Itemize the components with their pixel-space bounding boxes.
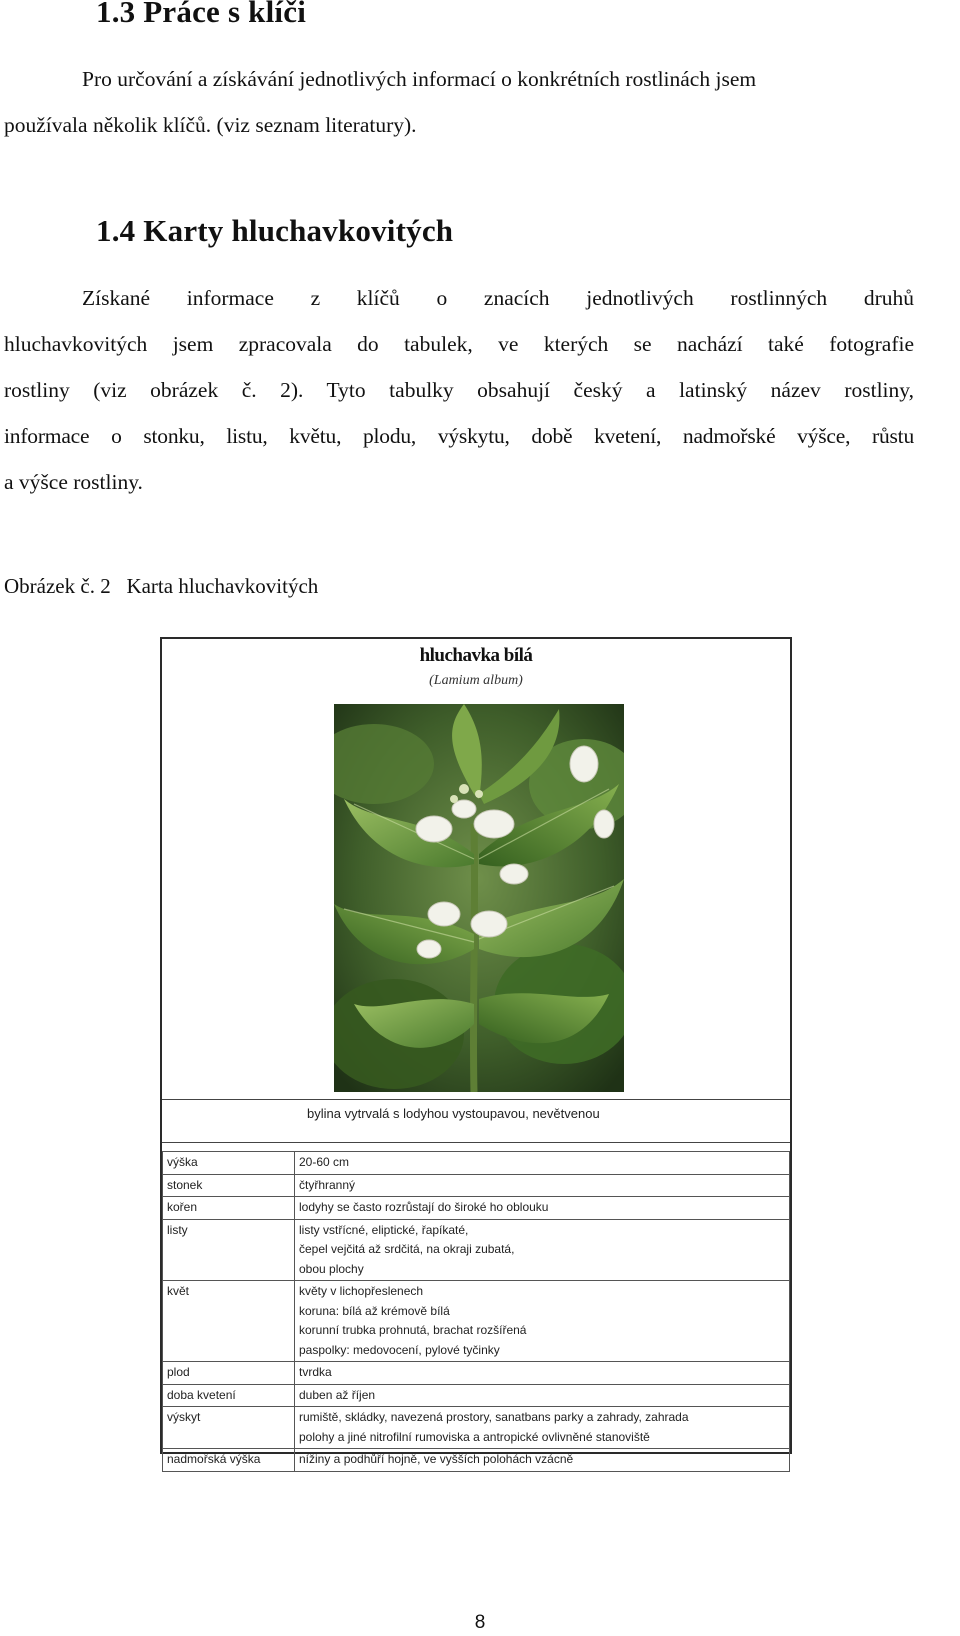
plant-card bbox=[160, 637, 792, 1466]
row-key: plod bbox=[163, 1362, 295, 1385]
figure-caption: Obrázek č. 2 Karta hluchavkovitých bbox=[4, 574, 319, 598]
row-key: doba kvetení bbox=[163, 1384, 295, 1407]
paragraph-line bbox=[4, 275, 914, 321]
paragraph-line-text: hluchavkovitých jsem zpracovala do tabulek, ve kterých se nachází také fotografie bbox=[4, 332, 914, 356]
section-heading-1-4: 1.4 Karty hluchavkovitých bbox=[96, 213, 454, 248]
row-key: květ bbox=[163, 1281, 295, 1362]
row-key: nadmořská výška bbox=[163, 1449, 295, 1472]
row-value: čtyřhranný bbox=[295, 1174, 790, 1197]
card-description-row bbox=[162, 1099, 790, 1143]
card-description: bylina vytrvalá s lodyhou vystoupavou, nevětvenou bbox=[307, 1106, 600, 1121]
row-key: kořen bbox=[163, 1197, 295, 1220]
row-value: 20-60 cm bbox=[295, 1152, 790, 1175]
section-heading-1-3: 1.3 Práce s klíči bbox=[96, 0, 307, 29]
row-value: duben až říjen bbox=[295, 1384, 790, 1407]
table-row bbox=[163, 1219, 790, 1281]
paragraph-1-3 bbox=[4, 56, 914, 148]
row-key: výška bbox=[163, 1152, 295, 1175]
table-row bbox=[163, 1281, 790, 1362]
row-value: lodyhy se často rozrůstají do široké ho oblouku bbox=[295, 1197, 790, 1220]
row-key: výskyt bbox=[163, 1407, 295, 1449]
table-row bbox=[163, 1362, 790, 1385]
paragraph-line: a výšce rostliny. bbox=[4, 470, 143, 494]
table-row bbox=[163, 1449, 790, 1472]
paragraph-line bbox=[4, 367, 914, 413]
card-latin-name: (Lamium album) bbox=[429, 673, 523, 688]
paragraph-line-text: Získané informace z klíčů o znacích jednotlivých rostlinných druhů bbox=[82, 286, 914, 310]
table-row bbox=[163, 1197, 790, 1220]
paragraph-line bbox=[4, 413, 914, 459]
row-value: tvrdka bbox=[295, 1362, 790, 1385]
row-value: listy vstřícné, eliptické, řapíkaté, čepel vejčitá až srdčitá, na okraji zubatá, obou plochy bbox=[295, 1219, 790, 1281]
page-number: 8 bbox=[474, 1612, 486, 1633]
table-row bbox=[163, 1174, 790, 1197]
paragraph-1-4 bbox=[4, 275, 914, 505]
row-value: nížiny a podhůří hojně, ve vyšších polohách vzácně bbox=[295, 1449, 790, 1472]
plant-photo-drawing bbox=[334, 704, 624, 1092]
row-key: listy bbox=[163, 1219, 295, 1281]
table-row bbox=[163, 1152, 790, 1175]
paragraph-line-text: informace o stonku, listu, květu, plodu, výskytu, době kvetení, nadmořské výšce, růstu bbox=[4, 424, 914, 448]
card-title: hluchavka bílá bbox=[419, 645, 533, 666]
paragraph-line-text: rostliny (viz obrázek č. 2). Tyto tabulky obsahují český a latinský název rostliny, bbox=[4, 378, 914, 402]
table-row bbox=[163, 1407, 790, 1449]
paragraph-line: Pro určování a získávání jednotlivých informací o konkrétních rostlinách jsem bbox=[82, 67, 757, 91]
card-info-table bbox=[162, 1151, 790, 1472]
row-value: rumiště, skládky, navezená prostory, sanatbans parky a zahrady, zahrada polohy a jiné nitrofilní rumoviska a antropické ovlivněné stanoviště bbox=[295, 1407, 790, 1449]
table-row bbox=[163, 1384, 790, 1407]
paragraph-line bbox=[4, 321, 914, 367]
row-key: stonek bbox=[163, 1174, 295, 1197]
paragraph-line: používala několik klíčů. (viz seznam literatury). bbox=[4, 113, 417, 137]
plant-photo bbox=[334, 704, 624, 1092]
row-value: květy v lichopřeslenech koruna: bílá až krémově bílá korunní trubka prohnutá, brachat rozšířená paspolky: medovocení, pylové tyčinky bbox=[295, 1281, 790, 1362]
